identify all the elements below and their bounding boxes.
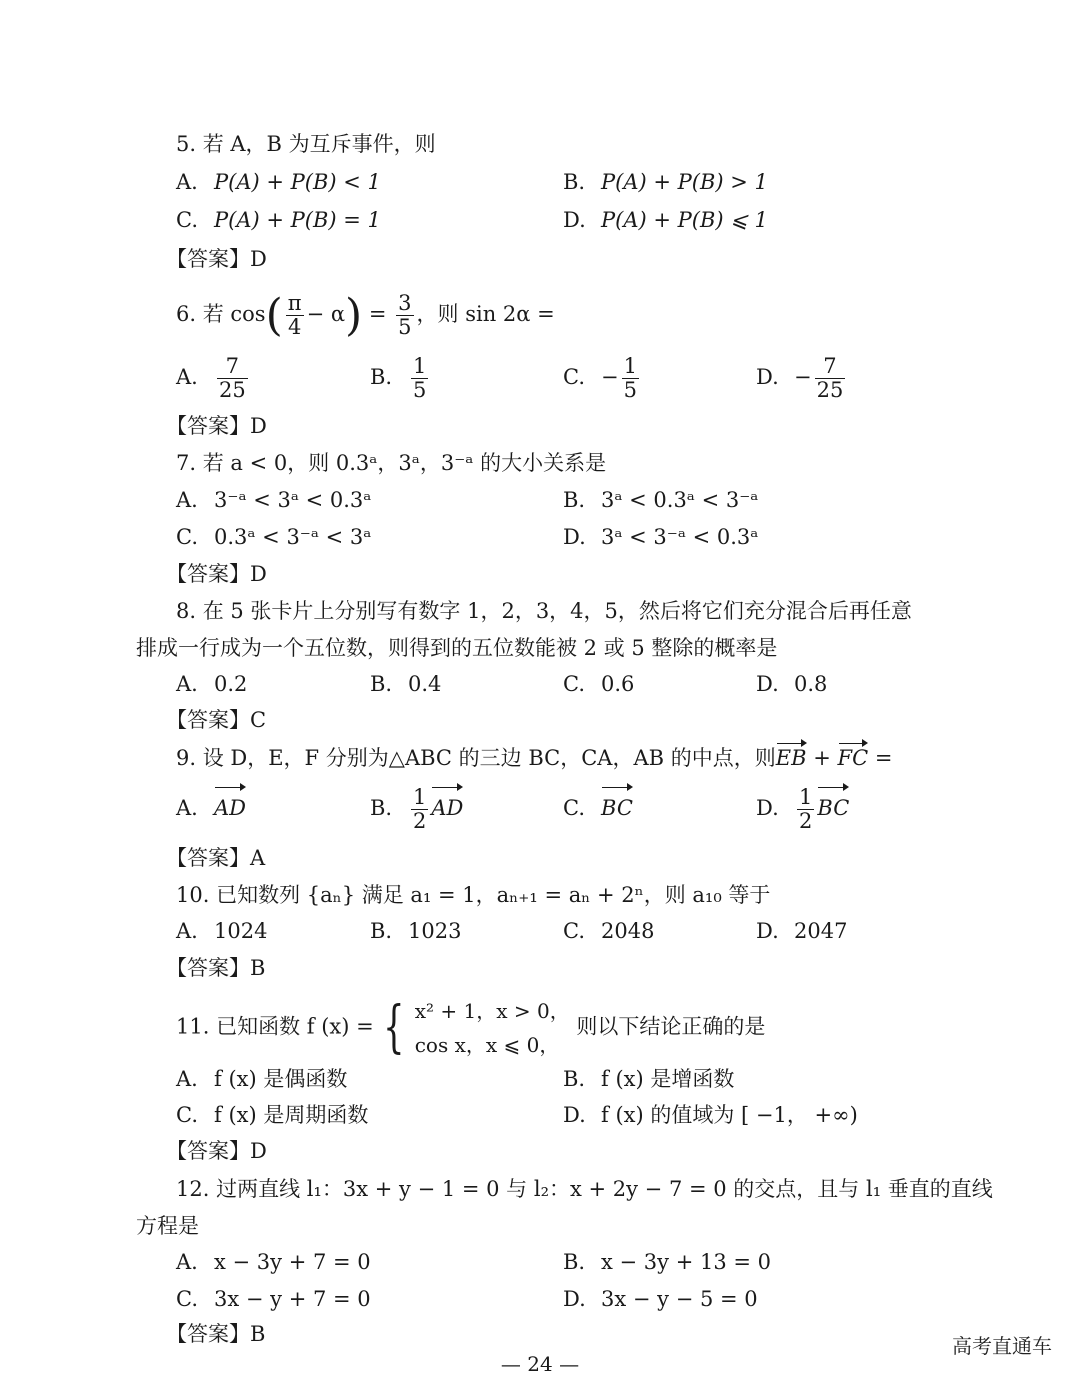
- q7-options-row1: [0, 482, 1080, 519]
- q9-option-b: B. $\frac{1}{2}$ AD: [370, 785, 464, 833]
- q6-stem: [0, 289, 1080, 341]
- q12-options-row2: [0, 1281, 1080, 1318]
- q10-option-c: C. 2048: [563, 919, 655, 943]
- q5-stem-text: 5. 若 A，B 为互斥事件，则: [176, 132, 436, 156]
- q6-option-a: A. $\frac{7}{25}$: [176, 354, 246, 402]
- q11-piecewise: x² + 1，x > 0， cos x，x ⩽ 0，: [414, 999, 570, 1057]
- q9-options: [0, 784, 1080, 832]
- q5-stem: [0, 126, 1080, 163]
- q11-answer: 【答案】D: [166, 1139, 267, 1163]
- q7-option-c: C. 0.3ᵃ < 3⁻ᵃ < 3ᵃ: [176, 525, 372, 549]
- q8-option-c: C. 0.6: [563, 672, 635, 696]
- q7-answer: 【答案】D: [166, 562, 267, 586]
- q12-answer: 【答案】B: [166, 1322, 266, 1346]
- q10-option-b: B. 1023: [370, 919, 462, 943]
- page-number: — 24 —: [500, 1352, 580, 1376]
- q10-options: [0, 913, 1080, 950]
- q7-option-b: B. 3ᵃ < 0.3ᵃ < 3⁻ᵃ: [563, 488, 759, 512]
- q9-option-c: C. BC: [563, 784, 633, 832]
- q7-option-d: D. 3ᵃ < 3⁻ᵃ < 0.3ᵃ: [563, 525, 759, 549]
- q12-stem-line2: 方程是: [136, 1214, 199, 1238]
- q5-options-row2: [0, 202, 1080, 239]
- q12-options-row1: [0, 1244, 1080, 1281]
- q8-option-a: A. 0.2: [176, 672, 248, 696]
- q6-option-c: C. − $\frac{1}{5}$: [563, 354, 637, 402]
- q8-option-d: D. 0.8: [756, 672, 828, 696]
- q9-option-a: A. AD: [176, 784, 246, 832]
- q6-option-b: B. $\frac{1}{5}$: [370, 354, 427, 402]
- q5-options-row1: [0, 164, 1080, 201]
- q6-fraction-3-over-5: $\frac{3}{5}$: [398, 291, 412, 339]
- q9-answer: 【答案】A: [166, 846, 266, 870]
- q11-stem-formula: 11. 已知函数 f (x) = { x² + 1，x > 0， cos x，x ⩽ 0， 则以下结论正确的是: [176, 995, 766, 1060]
- q5-option-a: A. P(A) + P(B) < 1: [176, 170, 381, 194]
- q12-option-c: C. 3x − y + 7 = 0: [176, 1287, 371, 1311]
- q6-option-d: D. − $\frac{7}{25}$: [756, 354, 844, 402]
- q10-answer: 【答案】B: [166, 956, 266, 980]
- q6-options: [0, 353, 1080, 401]
- q11-option-c: C. f (x) 是周期函数: [176, 1103, 369, 1127]
- q5-option-d: D. P(A) + P(B) ⩽ 1: [563, 208, 768, 232]
- q11-option-a: A. f (x) 是偶函数: [176, 1067, 348, 1091]
- q12-option-d: D. 3x − y − 5 = 0: [563, 1287, 758, 1311]
- q7-options-row2: [0, 519, 1080, 556]
- q12-option-b: B. x − 3y + 13 = 0: [563, 1250, 771, 1274]
- q11-option-b: B. f (x) 是增函数: [563, 1067, 735, 1091]
- q11-option-d: D. f (x) 的值域为 [ −1， +∞): [563, 1103, 858, 1127]
- q10-stem: 10. 已知数列 {aₙ} 满足 a₁ = 1，aₙ₊₁ = aₙ + 2ⁿ，则 a₁₀ 等于: [176, 883, 771, 907]
- q11-options-row2: [0, 1097, 1080, 1134]
- q8-stem-line2: 排成一行成为一个五位数，则得到的五位数能被 2 或 5 整除的概率是: [136, 636, 778, 660]
- piecewise-brace: {: [383, 995, 405, 1060]
- vector-fc: FC: [838, 740, 869, 777]
- q9-stem: [0, 740, 1080, 777]
- q8-answer: 【答案】C: [166, 708, 267, 732]
- q8-options: [0, 666, 1080, 703]
- q9-option-d: D. $\frac{1}{2}$ BC: [756, 785, 850, 833]
- q6-answer: 【答案】D: [166, 414, 267, 438]
- q7-option-a: A. 3⁻ᵃ < 3ᵃ < 0.3ᵃ: [176, 488, 372, 512]
- q7-stem: 7. 若 a < 0，则 0.3ᵃ，3ᵃ，3⁻ᵃ 的大小关系是: [176, 451, 607, 475]
- q6-stem-formula: 6. 若 cos( $\frac{\pi}{4}$ − α) = $\frac{3}{5}$ ，则 sin 2α =: [176, 289, 555, 341]
- q5-answer: 【答案】D: [166, 247, 267, 271]
- q8-option-b: B. 0.4: [370, 672, 442, 696]
- q5-option-b: B. P(A) + P(B) > 1: [563, 170, 768, 194]
- vector-eb: EB: [776, 740, 807, 777]
- watermark: 高考直通车: [952, 1334, 1052, 1358]
- q8-stem-line1: 8. 在 5 张卡片上分别写有数字 1，2，3，4，5，然后将它们充分混合后再任意: [176, 599, 912, 623]
- q11-stem: [0, 994, 1080, 1058]
- q6-fraction-pi-over-4: $\frac{\pi}{4}$: [287, 291, 302, 339]
- q12-option-a: A. x − 3y + 7 = 0: [176, 1250, 371, 1274]
- q5-option-c: C. P(A) + P(B) = 1: [176, 208, 381, 232]
- q10-option-d: D. 2047: [756, 919, 848, 943]
- q11-options-row1: [0, 1061, 1080, 1098]
- q10-option-a: A. 1024: [176, 919, 268, 943]
- q9-stem-text: 9. 设 D，E，F 分别为△ABC 的三边 BC，CA，AB 的中点，则EB + FC =: [176, 740, 892, 777]
- q12-stem-line1: 12. 过两直线 l₁：3x + y − 1 = 0 与 l₂：x + 2y − 7 = 0 的交点，且与 l₁ 垂直的直线: [176, 1177, 993, 1201]
